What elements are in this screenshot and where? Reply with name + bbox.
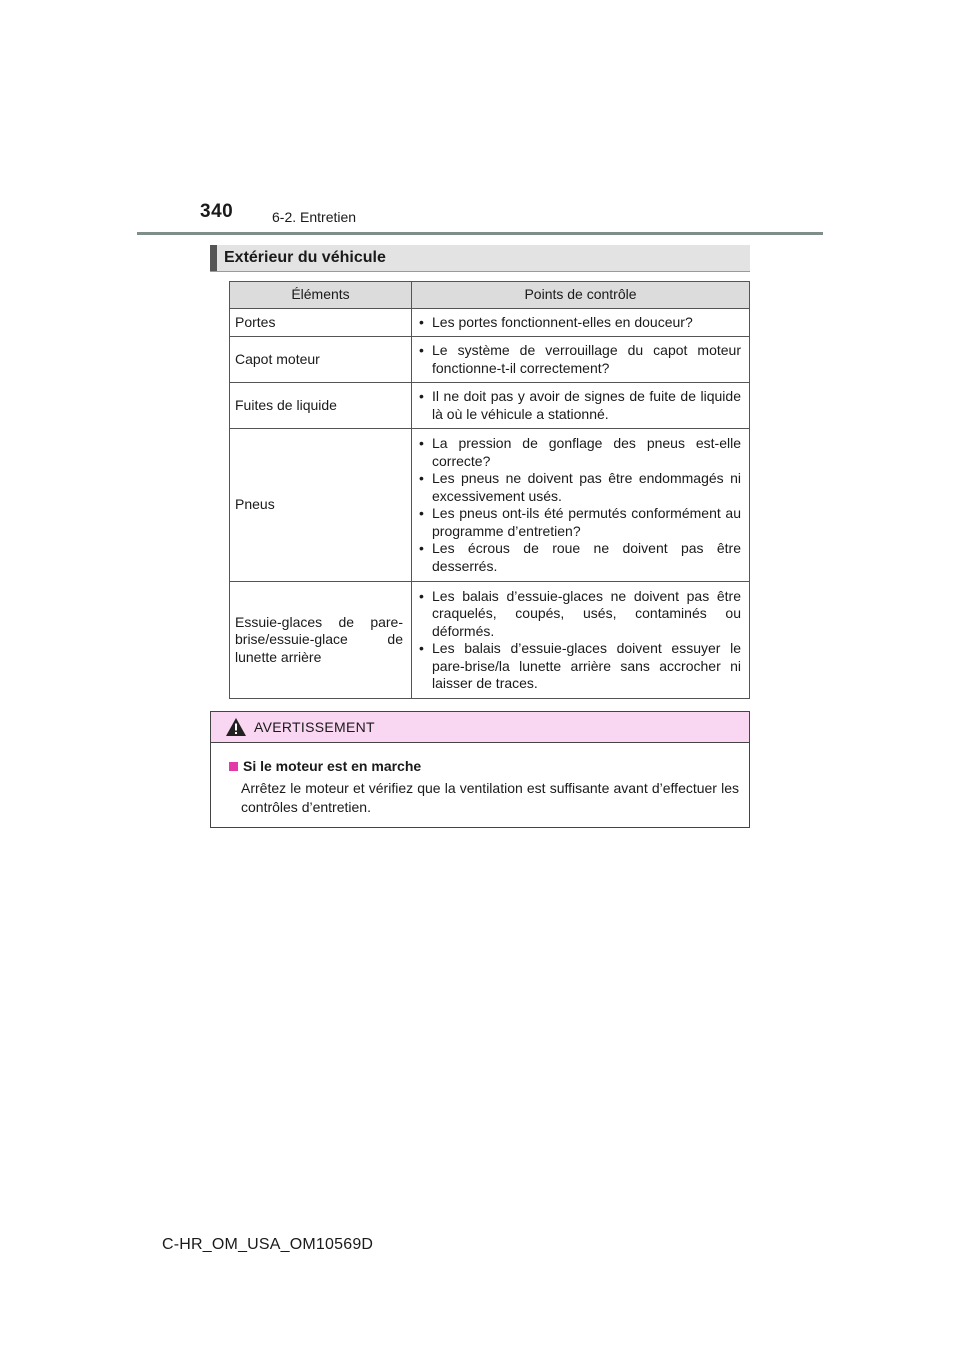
header-divider bbox=[137, 232, 823, 235]
item-line: Essuie-glaces de pare- bbox=[235, 613, 403, 630]
table-row bbox=[230, 337, 750, 383]
table-row bbox=[230, 309, 750, 337]
points-cell bbox=[412, 582, 750, 699]
check-point: • Les balais d’essuie-glaces ne doivent pas être craquelés, coupés, usés, contaminés ou déformés. bbox=[417, 588, 741, 641]
check-point: • Il ne doit pas y avoir de signes de fuite de liquide là où le véhicule a stationné. bbox=[417, 388, 741, 423]
item-line: lunette arrière bbox=[235, 648, 322, 665]
item-cell bbox=[230, 582, 412, 699]
points-cell bbox=[412, 309, 750, 337]
check-point: • Les écrous de roue ne doivent pas être desserrés. bbox=[417, 540, 741, 575]
inspection-table bbox=[229, 281, 750, 699]
table-header-row bbox=[230, 282, 750, 309]
table-row bbox=[230, 582, 750, 699]
column-header-items: Éléments bbox=[230, 282, 412, 309]
check-point: • Les pneus ne doivent pas être endommagés ni excessivement usés. bbox=[417, 470, 741, 505]
chapter-title: 6-2. Entretien bbox=[272, 209, 357, 225]
check-point: • La pression de gonflage des pneus est-elle correcte? bbox=[417, 435, 741, 470]
section-heading bbox=[210, 245, 750, 272]
section-heading-bar bbox=[210, 245, 217, 271]
warning-header bbox=[211, 712, 749, 743]
table-row bbox=[230, 383, 750, 429]
table-row bbox=[230, 429, 750, 582]
page-number: 340 bbox=[200, 201, 234, 222]
square-bullet-icon bbox=[229, 762, 238, 771]
check-point: • Les pneus ont-ils été permutés conformément au programme d’entretien? bbox=[417, 505, 741, 540]
warning-text: Arrêtez le moteur et vérifiez que la ventilation est suffisante avant d’effectuer les contrôles d’entretien. bbox=[241, 780, 739, 815]
item-cell: Portes bbox=[230, 309, 412, 337]
check-point: • Les balais d’essuie-glaces doivent essuyer le pare-brise/la lunette arrière sans accrocher ni laisser de traces. bbox=[417, 640, 741, 693]
points-cell bbox=[412, 383, 750, 429]
document-code: C-HR_OM_USA_OM10569D bbox=[162, 1236, 374, 1253]
points-cell bbox=[412, 429, 750, 582]
points-cell bbox=[412, 337, 750, 383]
check-point: • Le système de verrouillage du capot moteur fonctionne-t-il correctement? bbox=[417, 342, 741, 377]
item-cell: Capot moteur bbox=[230, 337, 412, 383]
section-heading-text: Extérieur du véhicule bbox=[224, 249, 386, 266]
warning-box bbox=[210, 711, 750, 828]
warning-label: AVERTISSEMENT bbox=[254, 719, 375, 735]
item-cell: Fuites de liquide bbox=[230, 383, 412, 429]
warning-subtitle bbox=[229, 757, 739, 776]
warning-body bbox=[211, 743, 749, 817]
item-line: brise/essuie-glace de bbox=[235, 631, 403, 648]
check-point: • Les portes fonctionnent-elles en douceur? bbox=[417, 314, 741, 332]
column-header-points: Points de contrôle bbox=[412, 282, 750, 309]
warning-triangle-icon bbox=[225, 717, 247, 737]
warning-subtitle-text: Si le moteur est en marche bbox=[243, 758, 422, 774]
item-cell: Pneus bbox=[230, 429, 412, 582]
